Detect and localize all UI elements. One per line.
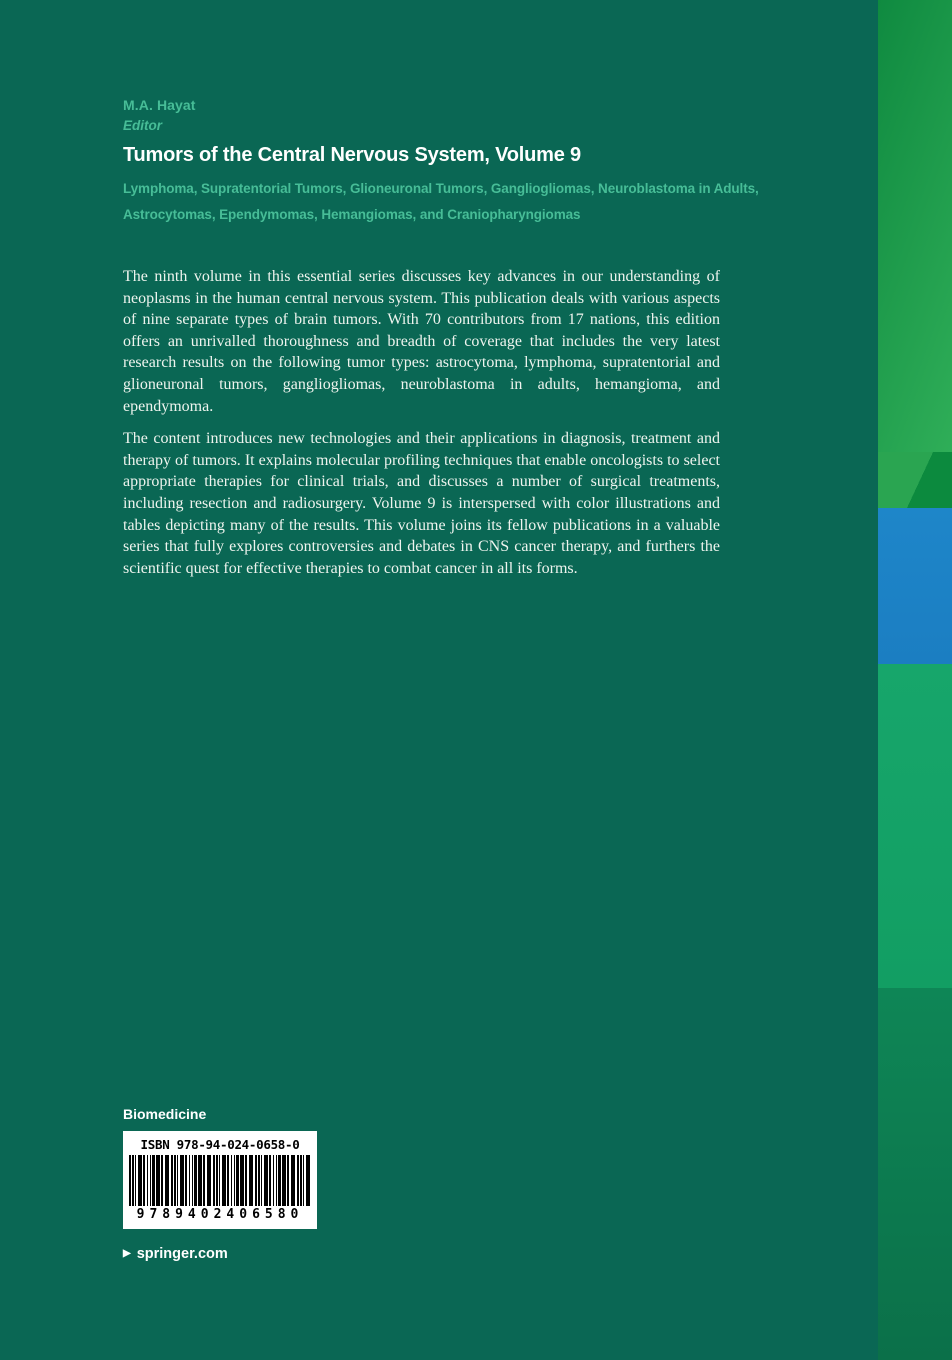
description-paragraph-2: The content introduces new technologies and their applications in diagnosis, treatment and therapy of tumors. It explains molecular profiling techniques that enable oncologists to select appropriate therapies for clinical trials, and discusses a number of surgical treatments, including resection and radiosurgery. Volume 9 is interspersed with color illustrations and tables depicting many of the results. This volume joins its fellow publications in a valuable series that fully explores controversies and debates in CNS cancer therapy, and furthers the scientific quest for effective therapies to combat cancer in all its forms. [123, 430, 720, 577]
author-name: M.A. Hayat [123, 97, 196, 113]
rail-green-bottom-block [878, 988, 952, 1360]
rail-green-middle-block [878, 664, 952, 988]
rail-green-top-block [878, 0, 952, 452]
category-label: Biomedicine [123, 1106, 207, 1122]
publisher-line [123, 1246, 228, 1262]
masthead [123, 97, 783, 228]
isbn-digits: 9789402406580 [129, 1206, 311, 1222]
rail-blue-block [878, 508, 952, 664]
springer-arrow-icon: ▶ [123, 1248, 131, 1259]
isbn-barcode [123, 1131, 317, 1229]
rail-green-wedge-block [878, 452, 952, 508]
book-title: Tumors of the Central Nervous System, Volume 9 [123, 144, 581, 166]
book-description [123, 266, 720, 590]
book-subtitle-line-1: Lymphoma, Supratentorial Tumors, Glioneuronal Tumors, Gangliogliomas, Neuroblastoma in Adults, [123, 181, 759, 196]
book-subtitle-line-2: Astrocytomas, Ependymomas, Hemangiomas, and Craniopharyngiomas [123, 207, 581, 222]
book-subtitle [123, 176, 783, 228]
description-paragraph-1: The ninth volume in this essential series discusses key advances in our understanding of neoplasms in the human central nervous system. This publication deals with various aspects of nine separate types of brain tumors. With 70 contributors from 17 nations, this edition offers an unrivalled thoroughness and breadth of coverage that includes the very latest research results on the following tumor types: astrocytoma, lymphoma, supratentorial and glioneuronal tumors, gangliogliomas, neuroblastoma in adults, hemangioma, and ependymoma. [123, 268, 720, 415]
publisher-url: springer.com [136, 1246, 228, 1262]
isbn-label: ISBN 978-94-024-0658-0 [140, 1137, 300, 1152]
author-role: Editor [123, 118, 162, 133]
